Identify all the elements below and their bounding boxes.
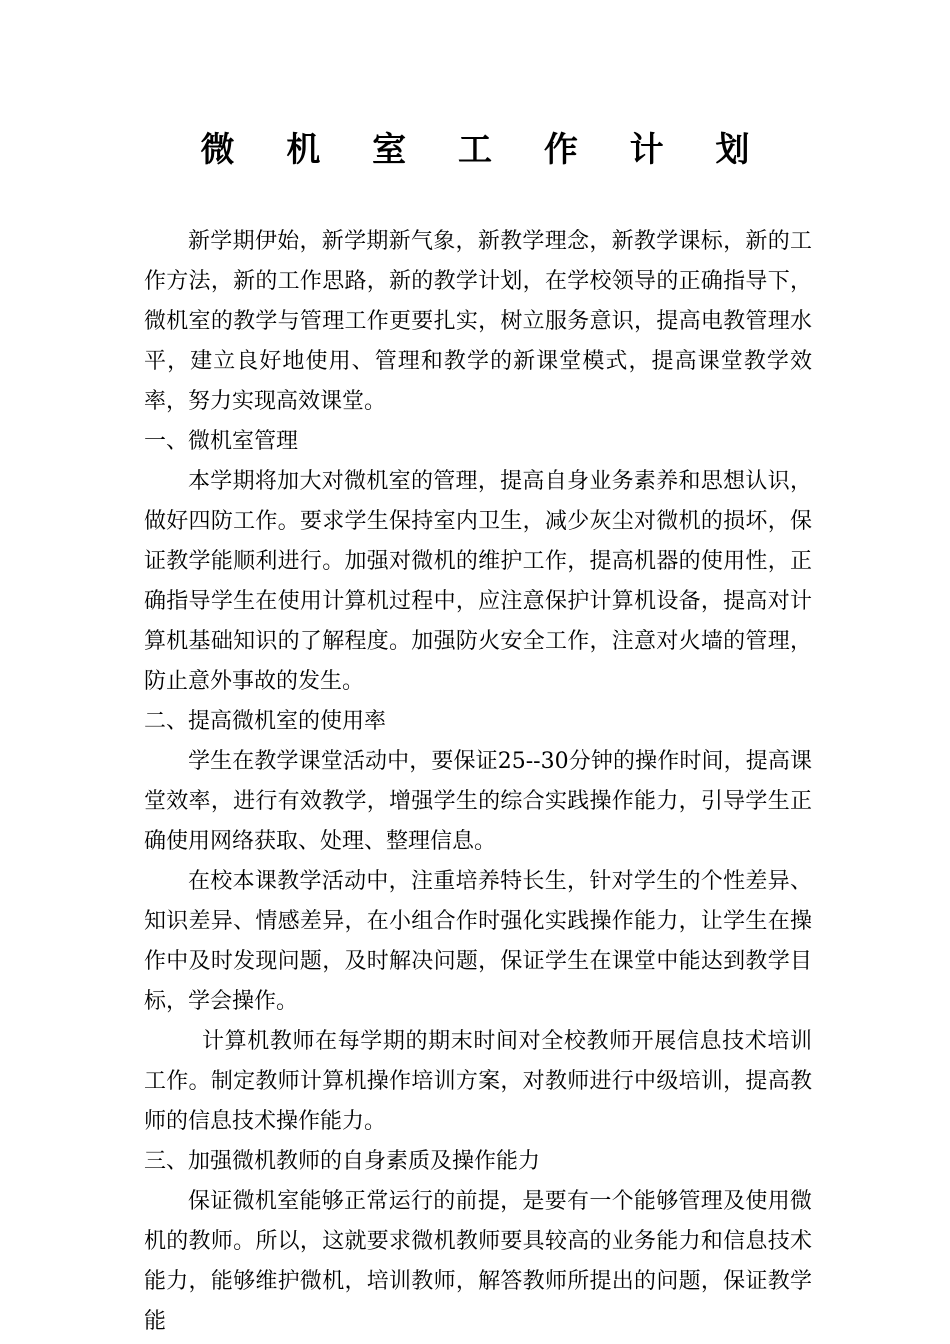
section-2-paragraph-3: 计算机教师在每学期的期末时间对全校教师开展信息技术培训工作。制定教师计算机操作培训方案，对教师进行中级培训，提高教师的信息技术操作能力。 <box>144 1029 812 1134</box>
section-2-paragraph-2: 在校本课教学活动中，注重培养特长生，针对学生的个性差异、知识差异、情感差异，在小组合作时强化实践操作能力，让学生在操作中及时发现问题，及时解决问题，保证学生在课堂中能达到教学目标，学会操作。 <box>144 869 812 1014</box>
section-heading-2: 二、提高微机室的使用率 <box>144 709 387 734</box>
section-3-paragraph: 保证微机室能够正常运行的前提，是要有一个能够管理及使用微机的教师。所以，这就要求微机教师要具较高的业务能力和信息技术能力，能够维护微机，培训教师，解答教师所提出的问题，保证教学能 <box>144 1189 812 1334</box>
document-body <box>144 222 812 1342</box>
section-1-paragraph: 本学期将加大对微机室的管理，提高自身业务素养和思想认识，做好四防工作。要求学生保持室内卫生，减少灰尘对微机的损坏，保证教学能顺利进行。加强对微机的维护工作，提高机器的使用性，正确指导学生在使用计算机过程中，应注意保护计算机设备，提高对计算机基础知识的了解程度。加强防火安全工作，注意对火墙的管理，防止意外事故的发生。 <box>144 469 812 694</box>
section-2-paragraph-1: 学生在教学课堂活动中，要保证25--30分钟的操作时间，提高课堂效率，进行有效教学，增强学生的综合实践操作能力，引导学生正确使用网络获取、处理、整理信息。 <box>144 749 812 854</box>
intro-paragraph: 新学期伊始，新学期新气象，新教学理念，新教学课标，新的工作方法，新的工作思路，新的教学计划，在学校领导的正确指导下，微机室的教学与管理工作更要扎实，树立服务意识，提高电教管理水平，建立良好地使用、管理和教学的新课堂模式，提高课堂教学效率，努力实现高效课堂。 <box>144 229 812 414</box>
document-title: 微 机 室 工 作 计 划 <box>200 130 770 170</box>
section-heading-3: 三、加强微机教师的自身素质及操作能力 <box>144 1149 541 1174</box>
section-heading-1: 一、微机室管理 <box>144 429 299 454</box>
